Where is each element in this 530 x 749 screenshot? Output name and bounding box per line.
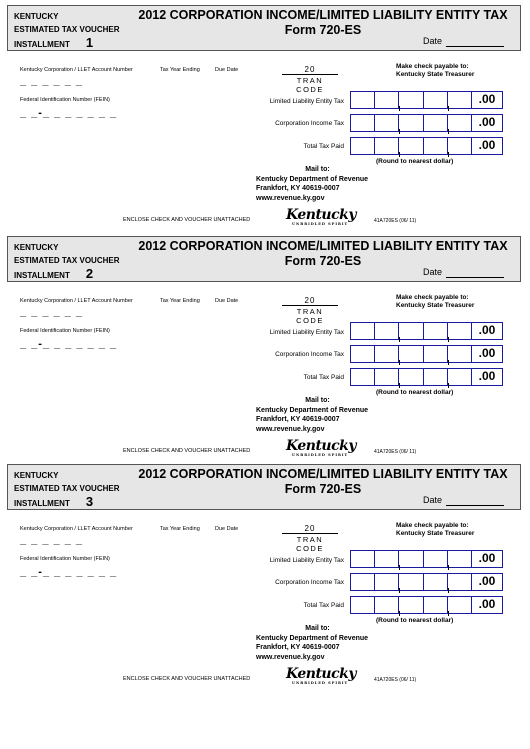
llet-cents: .00 [478,551,496,565]
kentucky-logo: Kentucky UNBRIDLED SPIRIT [286,666,356,685]
llet-amount-field[interactable] [350,91,503,109]
installment-number: 3 [85,494,94,509]
voucher-header [7,464,521,510]
account-label: Kentucky Corporation / LLET Account Number [20,298,133,304]
form-title: 2012 CORPORATION INCOME/LIMITED LIABILITY ENTITY TAX [138,8,508,22]
due-date-label: Due Date [215,67,239,73]
fein-field[interactable]: _ _-_ _ _ _ _ _ _ [20,338,118,350]
date-field[interactable] [446,267,504,278]
due-date-label: Due Date [215,526,239,532]
payable-line1: Make check payable to: [396,522,469,529]
enclose-note: ENCLOSE CHECK AND VOUCHER UNATTACHED [123,448,251,454]
mail-line1: Kentucky Department of Revenue [256,406,369,414]
payable-line2: Kentucky State Treasurer [396,302,475,309]
payable-line1: Make check payable to: [396,63,469,70]
voucher-label: ESTIMATED TAX VOUCHER [14,484,120,493]
payable-note [396,522,474,538]
enclose-note: ENCLOSE CHECK AND VOUCHER UNATTACHED [123,676,251,682]
fein-field[interactable]: _ _-_ _ _ _ _ _ _ [20,566,118,578]
voucher-header [7,5,521,51]
llet-cents: .00 [478,92,496,106]
mailing-address [256,624,379,662]
date-label: Date [422,267,442,277]
installment-label: INSTALLMENT [14,499,70,508]
mail-to-label: Mail to: [305,397,330,404]
total-label: Total Tax Paid [303,602,344,609]
tran-code-label: TRAN CODE [296,76,324,94]
total-cents: .00 [478,138,496,152]
round-note: (Round to nearest dollar) [376,158,454,165]
corp-income-amount-field[interactable] [350,573,503,591]
corp-income-amount-field[interactable] [350,345,503,363]
tran-code-number: 20 [282,296,338,306]
mail-line1: Kentucky Department of Revenue [256,175,369,183]
corp-income-cents: .00 [478,115,496,129]
tax-year-label: Tax Year Ending [160,67,200,73]
payable-note [396,63,474,79]
form-revision: 41A720ES (06/ 11) [374,218,417,224]
form-title: 2012 CORPORATION INCOME/LIMITED LIABILITY ENTITY TAX [138,239,508,253]
installment-number: 2 [85,266,94,281]
tran-code [282,65,338,94]
kentucky-logo: Kentucky UNBRIDLED SPIRIT [286,438,356,457]
tax-year-label: Tax Year Ending [160,298,200,304]
form-number-title: Form 720-ES [284,254,362,268]
llet-amount-field[interactable] [350,322,503,340]
mail-line2: Frankfort, KY 40619-0007 [256,644,340,651]
llet-cents: .00 [478,323,496,337]
tran-code-label: TRAN CODE [296,535,324,553]
date-label: Date [422,36,442,46]
round-note: (Round to nearest dollar) [376,617,454,624]
tran-code-number: 20 [282,65,338,75]
fein-label: Federal Identification Number (FEIN) [20,97,110,103]
voucher-label: ESTIMATED TAX VOUCHER [14,256,120,265]
total-cents: .00 [478,597,496,611]
form-number-title: Form 720-ES [284,23,362,37]
llet-amount-field[interactable] [350,550,503,568]
corp-income-cents: .00 [478,346,496,360]
corp-income-label: Corporation Income Tax [275,351,344,358]
total-label: Total Tax Paid [303,143,344,150]
mail-to-label: Mail to: [305,625,330,632]
payable-line2: Kentucky State Treasurer [396,71,475,78]
llet-label: Limited Liability Entity Tax [269,557,344,564]
total-amount-field[interactable] [350,368,503,386]
tran-code [282,524,338,553]
tran-code-label: TRAN CODE [296,307,324,325]
llet-label: Limited Liability Entity Tax [269,329,344,336]
total-cents: .00 [478,369,496,383]
total-amount-field[interactable] [350,137,503,155]
due-date-label: Due Date [215,298,239,304]
state-label: KENTUCKY [14,243,59,252]
corp-income-amount-field[interactable] [350,114,503,132]
corp-income-label: Corporation Income Tax [275,120,344,127]
account-number-field[interactable]: _ _ _ _ _ _ [20,306,83,318]
tran-code-number: 20 [282,524,338,534]
payable-line1: Make check payable to: [396,294,469,301]
state-label: KENTUCKY [14,471,59,480]
llet-label: Limited Liability Entity Tax [269,98,344,105]
installment-number: 1 [85,35,94,50]
state-label: KENTUCKY [14,12,59,21]
mail-line1: Kentucky Department of Revenue [256,634,369,642]
mail-line3: www.revenue.ky.gov [256,425,325,433]
installment-label: INSTALLMENT [14,40,70,49]
tax-year-label: Tax Year Ending [160,526,200,532]
installment-label: INSTALLMENT [14,271,70,280]
mailing-address [256,165,379,203]
mailing-address [256,396,379,434]
mail-line3: www.revenue.ky.gov [256,653,325,661]
account-label: Kentucky Corporation / LLET Account Number [20,526,133,532]
fein-field[interactable]: _ _-_ _ _ _ _ _ _ [20,107,118,119]
fein-label: Federal Identification Number (FEIN) [20,328,110,334]
date-field[interactable] [446,36,504,47]
fein-label: Federal Identification Number (FEIN) [20,556,110,562]
date-field[interactable] [446,495,504,506]
total-label: Total Tax Paid [303,374,344,381]
payable-note [396,294,474,310]
voucher-label: ESTIMATED TAX VOUCHER [14,25,120,34]
account-label: Kentucky Corporation / LLET Account Number [20,67,133,73]
kentucky-logo: Kentucky UNBRIDLED SPIRIT [286,207,356,226]
round-note: (Round to nearest dollar) [376,389,454,396]
date-label: Date [422,495,442,505]
corp-income-label: Corporation Income Tax [275,579,344,586]
total-amount-field[interactable] [350,596,503,614]
mail-to-label: Mail to: [305,166,330,173]
payable-line2: Kentucky State Treasurer [396,530,475,537]
mail-line2: Frankfort, KY 40619-0007 [256,416,340,423]
account-number-field[interactable]: _ _ _ _ _ _ [20,75,83,87]
mail-line3: www.revenue.ky.gov [256,194,325,202]
form-revision: 41A720ES (06/ 11) [374,677,417,683]
mail-line2: Frankfort, KY 40619-0007 [256,185,340,192]
tran-code [282,296,338,325]
form-number-title: Form 720-ES [284,482,362,496]
enclose-note: ENCLOSE CHECK AND VOUCHER UNATTACHED [123,217,251,223]
corp-income-cents: .00 [478,574,496,588]
form-title: 2012 CORPORATION INCOME/LIMITED LIABILITY ENTITY TAX [138,467,508,481]
voucher-header [7,236,521,282]
form-revision: 41A720ES (06/ 11) [374,449,417,455]
account-number-field[interactable]: _ _ _ _ _ _ [20,534,83,546]
